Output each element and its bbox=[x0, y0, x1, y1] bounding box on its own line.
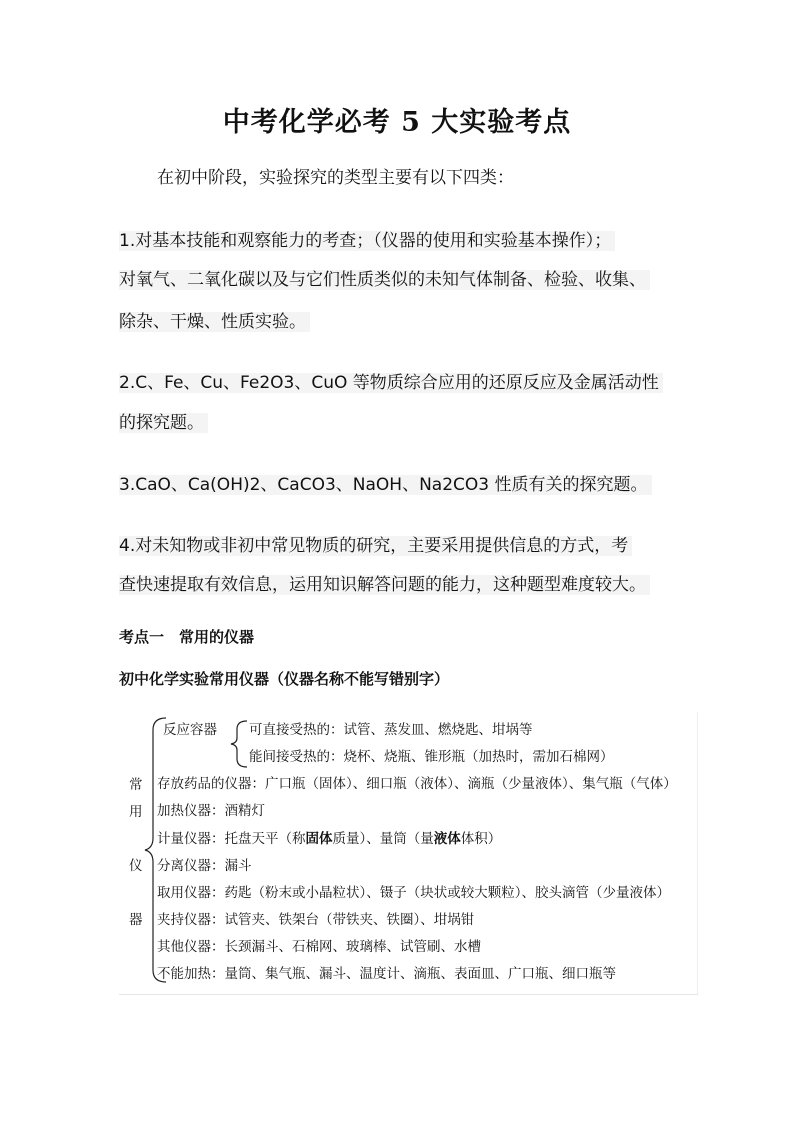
tree-root-char-4: 器 bbox=[129, 912, 143, 928]
item1-line2: 对氧气、二氧化碳以及与它们性质类似的未知气体制备、检验、收集、 bbox=[119, 268, 650, 292]
section1-subheading: 初中化学实验常用仪器（仪器名称不能写错别字） bbox=[119, 670, 450, 688]
separation-line: 分离仪器：漏斗 bbox=[157, 858, 252, 874]
item2-line1: 2.C、Fe、Cu、Fe2O3、CuO 等物质综合应用的还原反应及金属活动性 bbox=[119, 371, 663, 395]
holding-line: 夹持仪器：试管夹、铁架台（带铁夹、铁圈）、坩埚钳 bbox=[157, 912, 475, 928]
not-heatable-line: 不能加热：量筒、集气瓶、漏斗、温度计、滴瓶、表面皿、广口瓶、细口瓶等 bbox=[157, 966, 616, 982]
item4-line2: 查快速提取有效信息，运用知识解答问题的能力，这种题型难度较大。 bbox=[119, 573, 650, 597]
heating-line: 加热仪器：酒精灯 bbox=[157, 803, 265, 819]
item1-line1: 1.对基本技能和观察能力的考查；（仪器的使用和实验基本操作）； bbox=[119, 229, 615, 253]
instrument-tree bbox=[119, 712, 698, 995]
indirect-heat-line: 能间接受热的：烧杯、烧瓶、锥形瓶（加热时，需加石棉网） bbox=[249, 749, 614, 765]
item2-line2: 的探究题。 bbox=[119, 411, 208, 435]
item1-line3: 除杂、干燥、性质实验。 bbox=[119, 310, 310, 334]
intro-paragraph: 在初中阶段，实验探究的类型主要有以下四类： bbox=[157, 168, 514, 188]
tree-root-char-2: 用 bbox=[129, 804, 143, 820]
tree-root-char-1: 常 bbox=[129, 777, 143, 793]
item3-line1: 3.CaO、Ca(OH)2、CaCO3、NaOH、Na2CO3 性质有关的探究题。 bbox=[119, 473, 652, 497]
page-title: 中考化学必考 5 大实验考点 bbox=[222, 107, 572, 138]
taking-line: 取用仪器：药匙（粉末或小晶粒状）、镊子（块状或较大颗粒）、胶头滴管（少量液体） bbox=[157, 885, 670, 901]
direct-heat-line: 可直接受热的：试管、蒸发皿、燃烧匙、坩埚等 bbox=[249, 722, 533, 738]
storage-line: 存放药品的仪器：广口瓶（固体）、细口瓶（液体）、滴瓶（少量液体）、集气瓶（气体） bbox=[157, 776, 677, 792]
section1-heading: 考点一 常用的仪器 bbox=[119, 628, 255, 646]
measuring-line: 计量仪器：托盘天平（称固体质量）、量筒（量液体体积） bbox=[157, 831, 502, 847]
tree-root-char-3: 仪 bbox=[129, 858, 143, 874]
item4-line1: 4.对未知物或非初中常见物质的研究，主要采用提供信息的方式，考 bbox=[119, 534, 632, 558]
reaction-container-label: 反应容器 bbox=[163, 722, 217, 738]
others-line: 其他仪器：长颈漏斗、石棉网、玻璃棒、试管刷、水槽 bbox=[157, 939, 481, 955]
